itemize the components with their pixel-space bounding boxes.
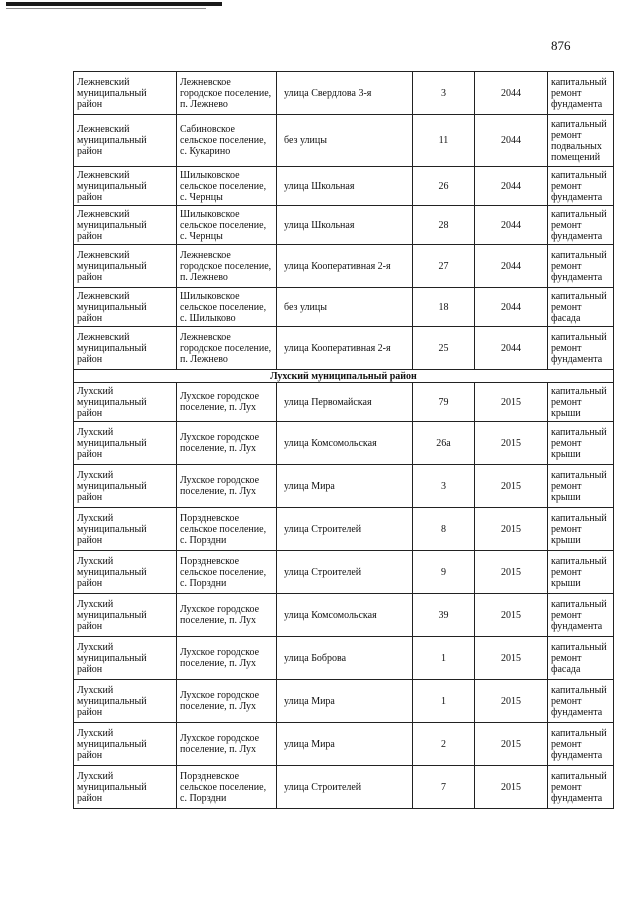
table-row xyxy=(74,680,614,723)
work-cell: капитальный ремонт крыши xyxy=(548,383,614,422)
year-cell: 2044 xyxy=(475,167,548,206)
street-cell: без улицы xyxy=(277,115,413,167)
work-cell: капитальный ремонт фундамента xyxy=(548,680,614,723)
house-cell: 8 xyxy=(413,508,475,551)
registry-body xyxy=(74,72,614,809)
district-cell: Лухский муниципальный район xyxy=(74,465,177,508)
registry-table xyxy=(73,71,614,809)
settlement-cell: Лежневское городское поселение, п. Лежнево xyxy=(177,72,277,115)
house-cell: 1 xyxy=(413,680,475,723)
house-cell: 18 xyxy=(413,288,475,327)
work-cell: капитальный ремонт фундамента xyxy=(548,167,614,206)
work-cell: капитальный ремонт крыши xyxy=(548,422,614,465)
year-cell: 2044 xyxy=(475,327,548,370)
district-cell: Лежневский муниципальный район xyxy=(74,115,177,167)
year-cell: 2015 xyxy=(475,766,548,809)
year-cell: 2044 xyxy=(475,72,548,115)
page-number: 876 xyxy=(551,38,571,53)
work-cell: капитальный ремонт крыши xyxy=(548,551,614,594)
work-cell: капитальный ремонт крыши xyxy=(548,508,614,551)
street-cell: улица Боброва xyxy=(277,637,413,680)
table-row xyxy=(74,245,614,288)
table-row xyxy=(74,637,614,680)
table-row xyxy=(74,766,614,809)
house-cell: 25 xyxy=(413,327,475,370)
work-cell: капитальный ремонт подвальных помещений xyxy=(548,115,614,167)
work-cell: капитальный ремонт фундамента xyxy=(548,766,614,809)
district-cell: Лежневский муниципальный район xyxy=(74,288,177,327)
street-cell: улица Комсомольская xyxy=(277,422,413,465)
year-cell: 2015 xyxy=(475,637,548,680)
street-cell: без улицы xyxy=(277,288,413,327)
house-cell: 11 xyxy=(413,115,475,167)
house-cell: 9 xyxy=(413,551,475,594)
settlement-cell: Лухское городское поселение, п. Лух xyxy=(177,680,277,723)
house-cell: 39 xyxy=(413,594,475,637)
table-row xyxy=(74,327,614,370)
work-cell: капитальный ремонт фасада xyxy=(548,288,614,327)
work-cell: капитальный ремонт фундамента xyxy=(548,723,614,766)
table-row xyxy=(74,723,614,766)
street-cell: улица Школьная xyxy=(277,167,413,206)
street-cell: улица Мира xyxy=(277,680,413,723)
year-cell: 2044 xyxy=(475,288,548,327)
table-row xyxy=(74,72,614,115)
street-cell: улица Мира xyxy=(277,465,413,508)
district-cell: Лухский муниципальный район xyxy=(74,508,177,551)
settlement-cell: Порздневское сельское поселение, с. Порздни xyxy=(177,766,277,809)
district-cell: Лухский муниципальный район xyxy=(74,551,177,594)
district-cell: Лухский муниципальный район xyxy=(74,383,177,422)
work-cell: капитальный ремонт фасада xyxy=(548,637,614,680)
settlement-cell: Порздневское сельское поселение, с. Порздни xyxy=(177,508,277,551)
year-cell: 2044 xyxy=(475,206,548,245)
settlement-cell: Лухское городское поселение, п. Лух xyxy=(177,594,277,637)
district-cell: Лухский муниципальный район xyxy=(74,637,177,680)
district-cell: Лежневский муниципальный район xyxy=(74,206,177,245)
year-cell: 2015 xyxy=(475,508,548,551)
district-cell: Лежневский муниципальный район xyxy=(74,72,177,115)
work-cell: капитальный ремонт фундамента xyxy=(548,327,614,370)
work-cell: капитальный ремонт фундамента xyxy=(548,206,614,245)
settlement-cell: Лухское городское поселение, п. Лух xyxy=(177,422,277,465)
year-cell: 2015 xyxy=(475,465,548,508)
year-cell: 2015 xyxy=(475,680,548,723)
district-cell: Лежневский муниципальный район xyxy=(74,327,177,370)
settlement-cell: Порздневское сельское поселение, с. Порздни xyxy=(177,551,277,594)
table-row xyxy=(74,594,614,637)
settlement-cell: Шилыковское сельское поселение, с. Шилыково xyxy=(177,288,277,327)
table-row xyxy=(74,167,614,206)
settlement-cell: Лухское городское поселение, п. Лух xyxy=(177,465,277,508)
table-row xyxy=(74,422,614,465)
street-cell: улица Строителей xyxy=(277,508,413,551)
year-cell: 2015 xyxy=(475,422,548,465)
district-cell: Лежневский муниципальный район xyxy=(74,245,177,288)
year-cell: 2015 xyxy=(475,594,548,637)
table-row xyxy=(74,206,614,245)
table-row xyxy=(74,508,614,551)
work-cell: капитальный ремонт крыши xyxy=(548,465,614,508)
settlement-cell: Шилыковское сельское поселение, с. Чернцы xyxy=(177,167,277,206)
year-cell: 2044 xyxy=(475,115,548,167)
district-cell: Лежневский муниципальный район xyxy=(74,167,177,206)
settlement-cell: Сабиновское сельское поселение, с. Кукарино xyxy=(177,115,277,167)
street-cell: улица Мира xyxy=(277,723,413,766)
year-cell: 2015 xyxy=(475,383,548,422)
work-cell: капитальный ремонт фундамента xyxy=(548,72,614,115)
district-cell: Лухский муниципальный район xyxy=(74,422,177,465)
year-cell: 2044 xyxy=(475,245,548,288)
house-cell: 26 xyxy=(413,167,475,206)
street-cell: улица Кооперативная 2-я xyxy=(277,245,413,288)
settlement-cell: Лежневское городское поселение, п. Лежнево xyxy=(177,245,277,288)
house-cell: 79 xyxy=(413,383,475,422)
house-cell: 27 xyxy=(413,245,475,288)
table-row xyxy=(74,465,614,508)
street-cell: улица Первомайская xyxy=(277,383,413,422)
settlement-cell: Лухское городское поселение, п. Лух xyxy=(177,383,277,422)
table-row xyxy=(74,288,614,327)
work-cell: капитальный ремонт фундамента xyxy=(548,245,614,288)
house-cell: 7 xyxy=(413,766,475,809)
street-cell: улица Кооперативная 2-я xyxy=(277,327,413,370)
district-cell: Лухский муниципальный район xyxy=(74,594,177,637)
house-cell: 3 xyxy=(413,465,475,508)
section-title: Лухский муниципальный район xyxy=(74,370,614,383)
street-cell: улица Строителей xyxy=(277,766,413,809)
street-cell: улица Свердлова 3-я xyxy=(277,72,413,115)
house-cell: 1 xyxy=(413,637,475,680)
work-cell: капитальный ремонт фундамента xyxy=(548,594,614,637)
district-cell: Лухский муниципальный район xyxy=(74,680,177,723)
scan-artifact xyxy=(6,2,222,6)
settlement-cell: Лежневское городское поселение, п. Лежнево xyxy=(177,327,277,370)
settlement-cell: Лухское городское поселение, п. Лух xyxy=(177,723,277,766)
settlement-cell: Шилыковское сельское поселение, с. Чернцы xyxy=(177,206,277,245)
year-cell: 2015 xyxy=(475,723,548,766)
street-cell: улица Строителей xyxy=(277,551,413,594)
table-row xyxy=(74,115,614,167)
table-row xyxy=(74,383,614,422)
settlement-cell: Лухское городское поселение, п. Лух xyxy=(177,637,277,680)
house-cell: 28 xyxy=(413,206,475,245)
district-cell: Лухский муниципальный район xyxy=(74,723,177,766)
street-cell: улица Комсомольская xyxy=(277,594,413,637)
scan-artifact-line xyxy=(6,8,206,9)
house-cell: 2 xyxy=(413,723,475,766)
house-cell: 3 xyxy=(413,72,475,115)
house-cell: 26а xyxy=(413,422,475,465)
district-cell: Лухский муниципальный район xyxy=(74,766,177,809)
section-header-row xyxy=(74,370,614,383)
street-cell: улица Школьная xyxy=(277,206,413,245)
year-cell: 2015 xyxy=(475,551,548,594)
table-row xyxy=(74,551,614,594)
